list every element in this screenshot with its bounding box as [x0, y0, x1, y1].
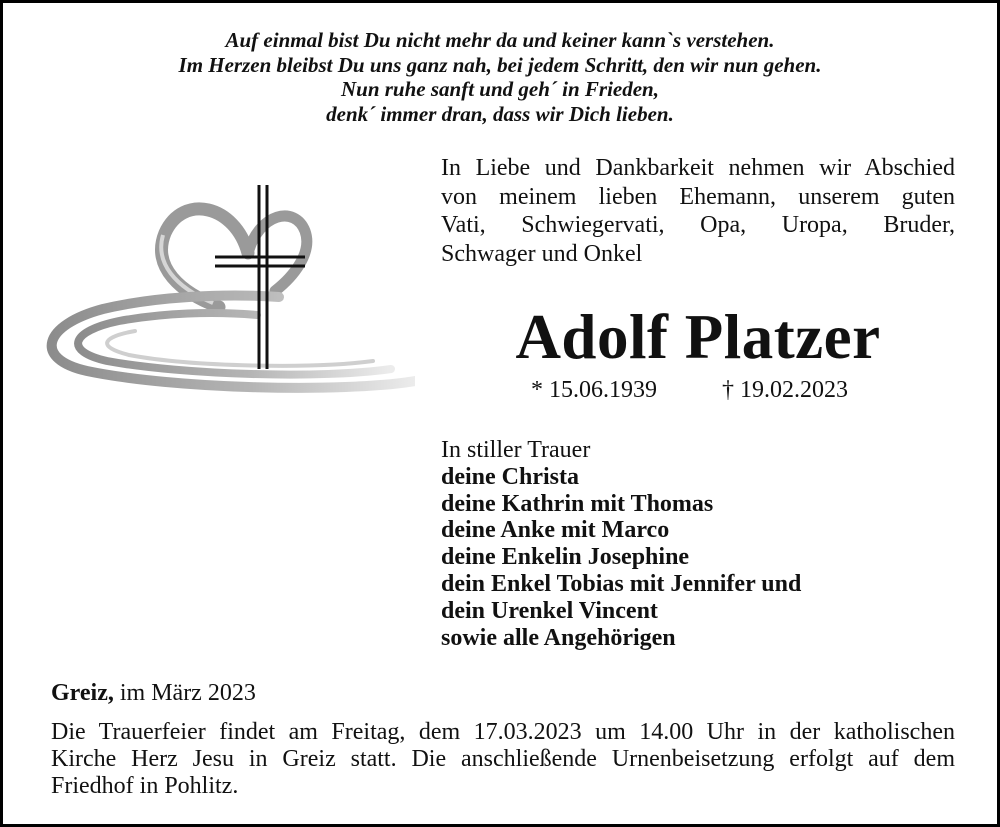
mourner-entry: dein Enkel Tobias mit Jennifer und: [441, 570, 802, 597]
heart-cross-emblem-icon: [43, 175, 415, 407]
mourners-list: [441, 437, 801, 651]
poem-line: Im Herzen bleibst Du uns ganz nah, bei jedem Schritt, den wir nun gehen.: [178, 52, 822, 77]
service-line: Die Trauerfeier findet am Freitag, dem 17.03.2023 um 14.00 Uhr in der katholischen: [51, 719, 955, 745]
mourner-entry: deine Anke mit Marco: [441, 517, 670, 544]
poem-line: Auf einmal bist Du nicht mehr da und keiner kann`s verstehen.: [225, 28, 775, 52]
intro-line: von meinem lieben Ehemann, unserem guten: [441, 183, 955, 210]
place-date: [51, 678, 256, 708]
mourner-entry: deine Enkelin Josephine: [441, 544, 690, 571]
mourner-entry: deine Christa: [441, 463, 579, 490]
mourner-entry: deine Kathrin mit Thomas: [441, 490, 714, 517]
memorial-poem: [3, 28, 997, 126]
mourner-entry: sowie alle Angehörigen: [441, 624, 676, 651]
service-line: Kirche Herz Jesu in Greiz statt. Die anschließende Urnenbeisetzung erfolgt auf dem: [51, 745, 955, 772]
service-line: Friedhof in Pohlitz.: [51, 772, 239, 799]
poem-line: denk´ immer dran, dass wir Dich lieben.: [326, 101, 674, 126]
intro-line: Schwager und Onkel: [441, 240, 643, 267]
intro-line: In Liebe und Dankbarkeit nehmen wir Abschied: [441, 155, 955, 181]
birth-date: * 15.06.1939: [531, 377, 657, 403]
poem-line: Nun ruhe sanft und geh´ in Frieden,: [340, 77, 659, 101]
funeral-service-info: [51, 719, 955, 799]
death-date: † 19.02.2023: [722, 377, 848, 403]
intro-line: Vati, Schwiegervati, Opa, Uropa, Bruder,: [441, 212, 955, 239]
mourner-entry: dein Urenkel Vincent: [441, 597, 658, 624]
farewell-intro: [441, 154, 955, 268]
place-name: Greiz,: [51, 680, 114, 706]
notice-date: im März 2023: [119, 680, 256, 706]
deceased-name: Adolf Platzer: [515, 302, 881, 372]
mourners-lead: In stiller Trauer: [441, 437, 591, 463]
